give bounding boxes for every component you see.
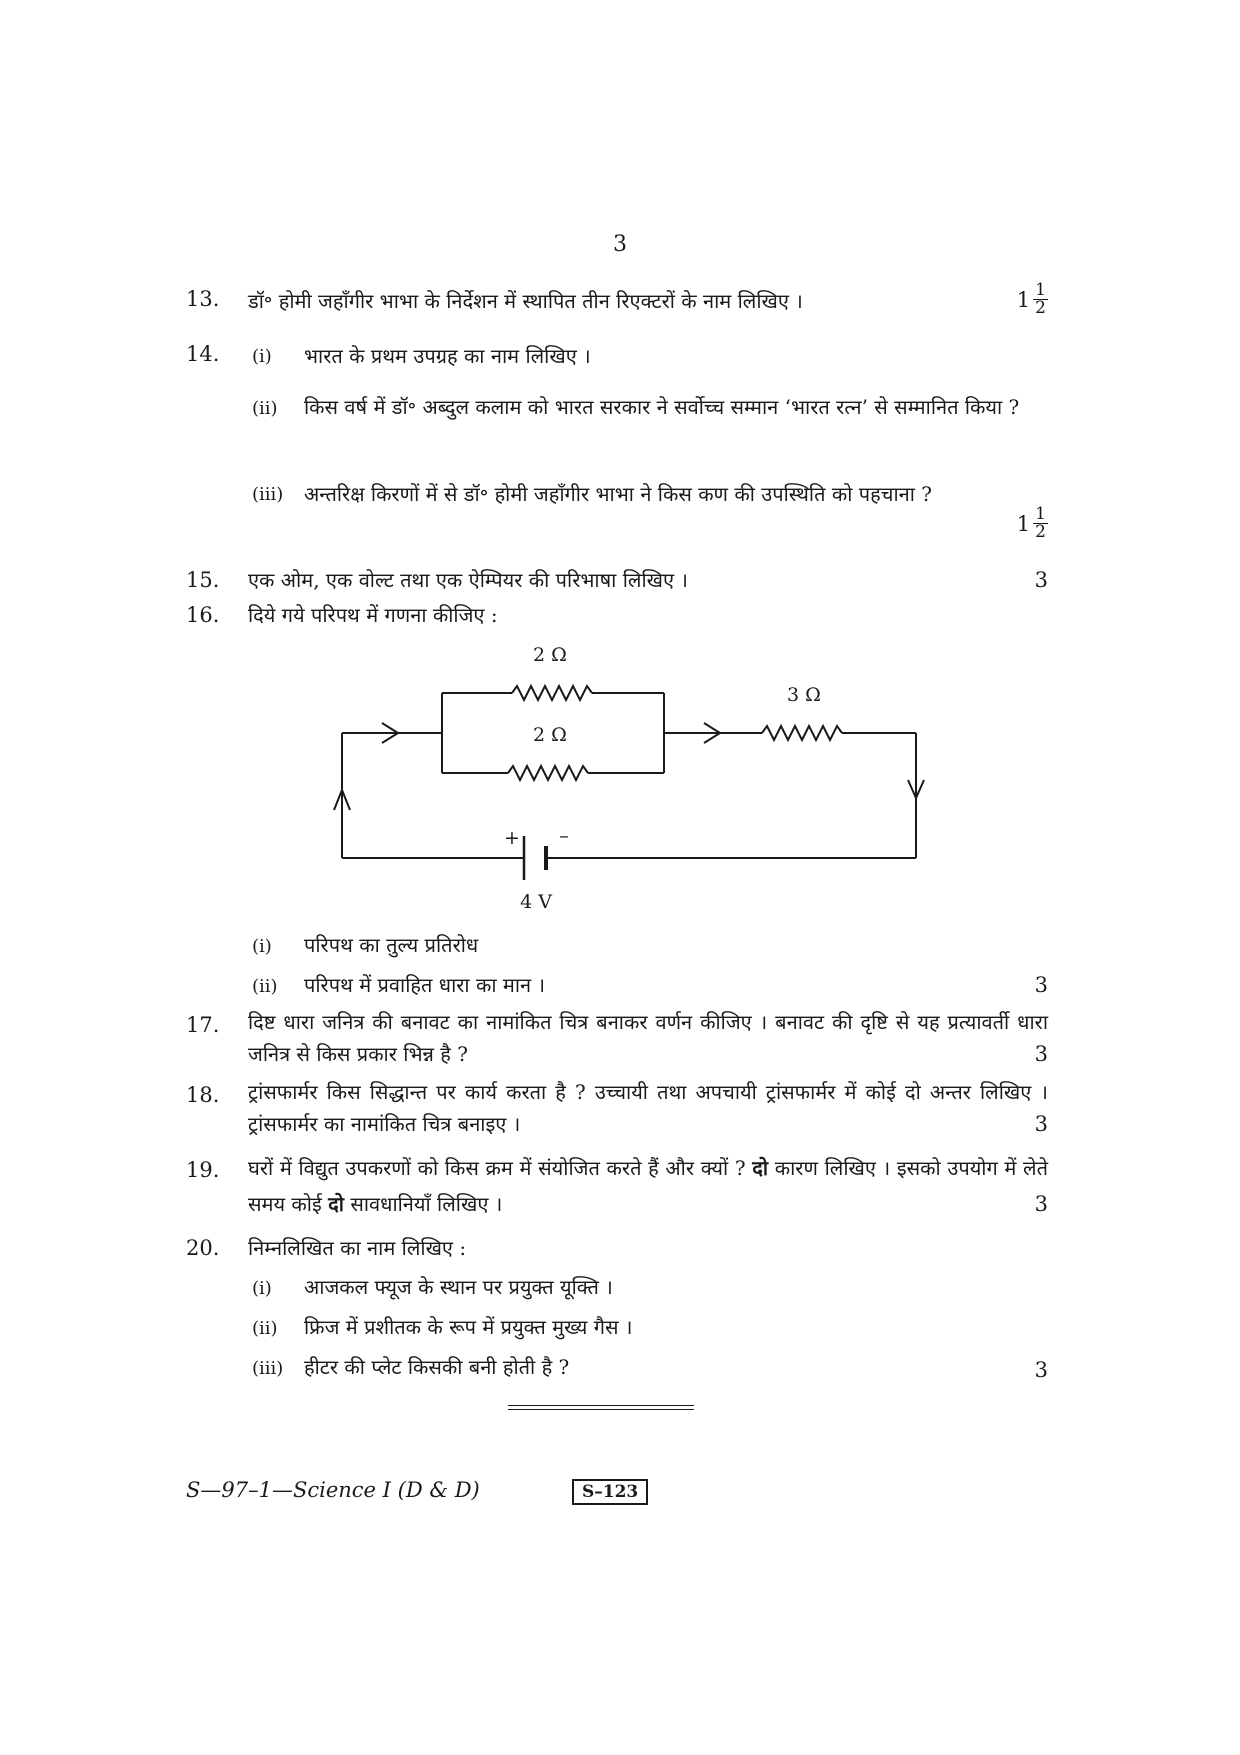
resistor-bottom-label: 2 Ω [533, 724, 567, 746]
question-number: 20. [186, 1236, 220, 1260]
part-text: हीटर की प्लेट किसकी बनी होती है ? [304, 1355, 570, 1379]
marks: 3 [1034, 973, 1048, 997]
part-label: (i) [252, 346, 272, 367]
marks: 3 [1034, 568, 1048, 592]
part-label: (ii) [252, 976, 278, 997]
footer-series-box: S–123 [572, 1479, 648, 1505]
part-text: फ्रिज में प्रशीतक के रूप में प्रयुक्त मुख्य गैस । [304, 1315, 633, 1339]
circuit-diagram [300, 630, 960, 920]
question-text: एक ओम, एक वोल्ट तथा एक ऐम्पियर की परिभाषा लिखिए । [248, 568, 688, 592]
footer-paper-code: S—97–1—Science I (D & D) [186, 1478, 480, 1502]
part-text: परिपथ में प्रवाहित धारा का मान । [304, 973, 546, 997]
part-text: अन्तरिक्ष किरणों में से डॉ॰ होमी जहाँगीर भाभा ने किस कण की उपस्थिति को पहचाना ? [304, 482, 932, 506]
question-number: 15. [186, 568, 220, 592]
marks: 3 [1034, 1042, 1048, 1066]
marks-numerator: 1 [1035, 280, 1046, 300]
part-text: भारत के प्रथम उपग्रह का नाम लिखिए । [304, 344, 591, 368]
question-number: 19. [186, 1158, 220, 1182]
marks: 3 [1034, 1358, 1048, 1382]
question-number: 16. [186, 603, 220, 627]
battery-plus-label: + [504, 827, 520, 849]
part-text: आजकल फ्यूज के स्थान पर प्रयुक्त यूक्ति । [304, 1275, 613, 1299]
part-label: (ii) [252, 398, 278, 419]
end-rule [508, 1405, 694, 1410]
resistor-series-label: 3 Ω [787, 684, 821, 706]
resistor-top-label: 2 Ω [533, 644, 567, 666]
marks: 3 [1034, 1112, 1048, 1136]
part-label: (iii) [252, 1358, 284, 1379]
marks-denominator: 2 [1035, 522, 1046, 542]
emphasis: दो [328, 1192, 344, 1216]
part-label: (i) [252, 1278, 272, 1299]
emphasis: दो [752, 1156, 769, 1180]
part-label: (iii) [252, 484, 284, 505]
question-number: 14. [186, 342, 220, 366]
part-label: (ii) [252, 1318, 278, 1339]
part-text: किस वर्ष में डॉ॰ अब्दुल कलाम को भारत सरकार ने सर्वोच्च सम्मान ‘भारत रत्न’ से सम्मानित किया ? [304, 395, 1020, 419]
part-text: परिपथ का तुल्य प्रतिरोध [304, 933, 479, 957]
battery-minus-label: – [559, 825, 569, 847]
part-label: (i) [252, 936, 272, 957]
question-text: दिष्ट धारा जनित्र की बनावट का नामांकित चित्र बनाकर वर्णन कीजिए । बनावट की दृष्टि से यह प्रत्यावर्ती धारा जनित्र से किस प्रकार भिन्न है ? [248, 1010, 1048, 1066]
question-number: 18. [186, 1083, 220, 1107]
question-text: डॉ॰ होमी जहाँगीर भाभा के निर्देशन में स्थापित तीन रिएक्टरों के नाम लिखिए । [248, 289, 803, 313]
marks-denominator: 2 [1035, 298, 1046, 318]
question-number: 13. [186, 287, 220, 311]
question-text: दिये गये परिपथ में गणना कीजिए : [248, 603, 498, 627]
text-segment: सावधानियाँ लिखिए । [343, 1192, 503, 1216]
question-text: निम्नलिखित का नाम लिखिए : [248, 1236, 467, 1260]
marks [1017, 506, 1048, 541]
text-segment: कारण लिखिए । इसको उपयोग में लेते समय कोई [248, 1156, 1048, 1216]
marks: 3 [1034, 1192, 1048, 1216]
battery-voltage-label: 4 V [520, 891, 552, 913]
question-number: 17. [186, 1013, 220, 1037]
resistor-series [762, 726, 842, 740]
marks-numerator: 1 [1035, 504, 1046, 524]
page-number: 3 [613, 232, 627, 257]
question-text [248, 1150, 1048, 1222]
marks [1017, 282, 1048, 317]
text-segment: घरों में विद्युत उपकरणों को किस क्रम में संयोजित करते हैं और क्यों ? [248, 1156, 753, 1180]
resistor-bottom [508, 766, 588, 780]
resistor-top [512, 686, 592, 700]
question-text: ट्रांसफार्मर किस सिद्धान्त पर कार्य करता है ? उच्चायी तथा अपचायी ट्रांसफार्मर में कोई दो अन्तर लिखिए । ट्रांसफार्मर का नामांकित चित्र बनाइए । [248, 1080, 1048, 1136]
marks-whole: 1 [1016, 511, 1031, 536]
marks-whole: 1 [1016, 287, 1031, 312]
